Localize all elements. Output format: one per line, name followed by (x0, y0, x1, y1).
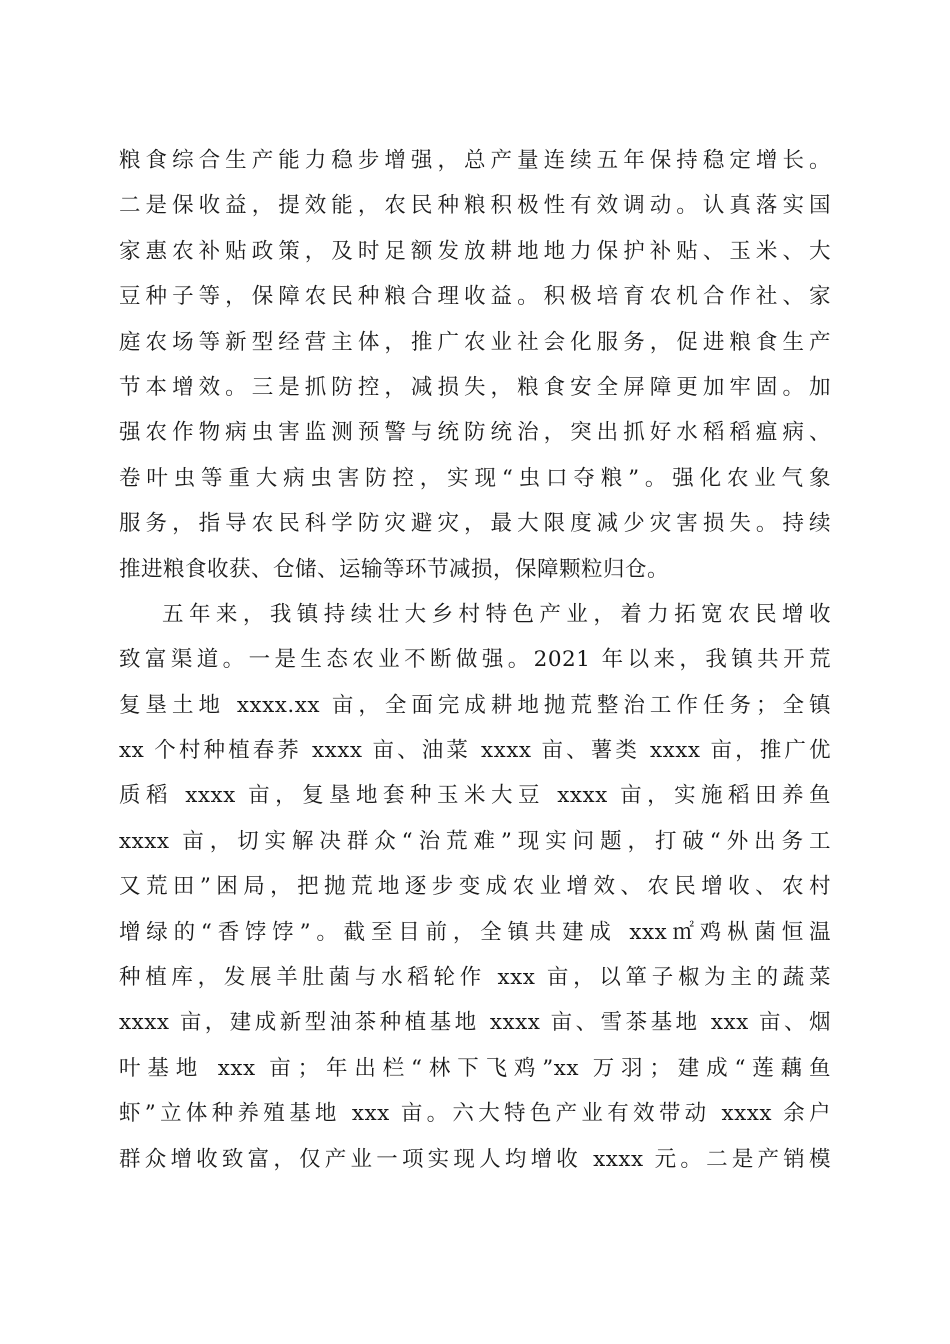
document-page (119, 138, 831, 1182)
text-line: 致富渠道。一是生态农业不断做强。2021 年以来，我镇共开荒 (119, 647, 831, 673)
text-line: 五年来，我镇持续壮大乡村特色产业，着力拓宽农民增收 (162, 601, 831, 627)
text-line: 庭农场等新型经营主体，推广农业社会化服务，促进粮食生产 (119, 329, 831, 355)
text-line: 节本增效。三是抓防控，减损失，粮食安全屏障更加牢固。加 (119, 374, 831, 400)
text-line: 豆种子等，保障农民种粮合理收益。积极培育农机合作社、家 (119, 284, 831, 310)
text-line: 强农作物病虫害监测预警与统防统治，突出抓好水稻稻瘟病、 (119, 420, 831, 446)
text-line: xx 个村种植春荞 xxxx 亩、油菜 xxxx 亩、薯类 xxxx 亩，推广优 (119, 738, 831, 764)
text-line: 种植库，发展羊肚菌与水稻轮作 xxx 亩，以箪子椒为主的蔬菜 (119, 965, 831, 991)
text-line: 推进粮食收获、仓储、运输等环节减损，保障颗粒归仓。 (119, 556, 670, 582)
text-line: 粮食综合生产能力稳步增强，总产量连续五年保持稳定增长。 (119, 148, 831, 173)
paragraph-1 (119, 138, 831, 592)
text-line: 增绿的“香饽饽”。截至目前，全镇共建成 xxx㎡鸡枞菌恒温 (119, 919, 831, 945)
text-line: 质稻 xxxx 亩，复垦地套种玉米大豆 xxxx 亩，实施稻田养鱼 (119, 783, 831, 809)
text-line: 叶基地 xxx 亩；年出栏“林下飞鸡”xx 万羽；建成“莲藕鱼 (119, 1055, 831, 1081)
text-line: 虾”立体种养殖基地 xxx 亩。六大特色产业有效带动 xxxx 余户 (119, 1101, 831, 1127)
text-line: 群众增收致富，仅产业一项实现人均增收 xxxx 元。二是产销模 (119, 1146, 831, 1172)
text-line: 二是保收益，提效能，农民种粮积极性有效调动。认真落实国 (119, 193, 831, 219)
text-line: 卷叶虫等重大病虫害防控，实现“虫口夺粮”。强化农业气象 (119, 465, 831, 491)
text-line: xxxx 亩，切实解决群众“治荒难”现实问题，打破“外出务工 (119, 828, 831, 854)
text-line: xxxx 亩，建成新型油茶种植基地 xxxx 亩、雪茶基地 xxx 亩、烟 (119, 1010, 831, 1036)
text-line: 服务，指导农民科学防灾避灾，最大限度减少灾害损失。持续 (119, 511, 831, 537)
text-line: 家惠农补贴政策，及时足额发放耕地地力保护补贴、玉米、大 (119, 238, 831, 264)
text-line: 又荒田”困局，把抛荒地逐步变成农业增效、农民增收、农村 (119, 874, 831, 900)
paragraph-2 (119, 592, 831, 1182)
text-line: 复垦土地 xxxx.xx 亩，全面完成耕地抛荒整治工作任务；全镇 (119, 692, 831, 718)
